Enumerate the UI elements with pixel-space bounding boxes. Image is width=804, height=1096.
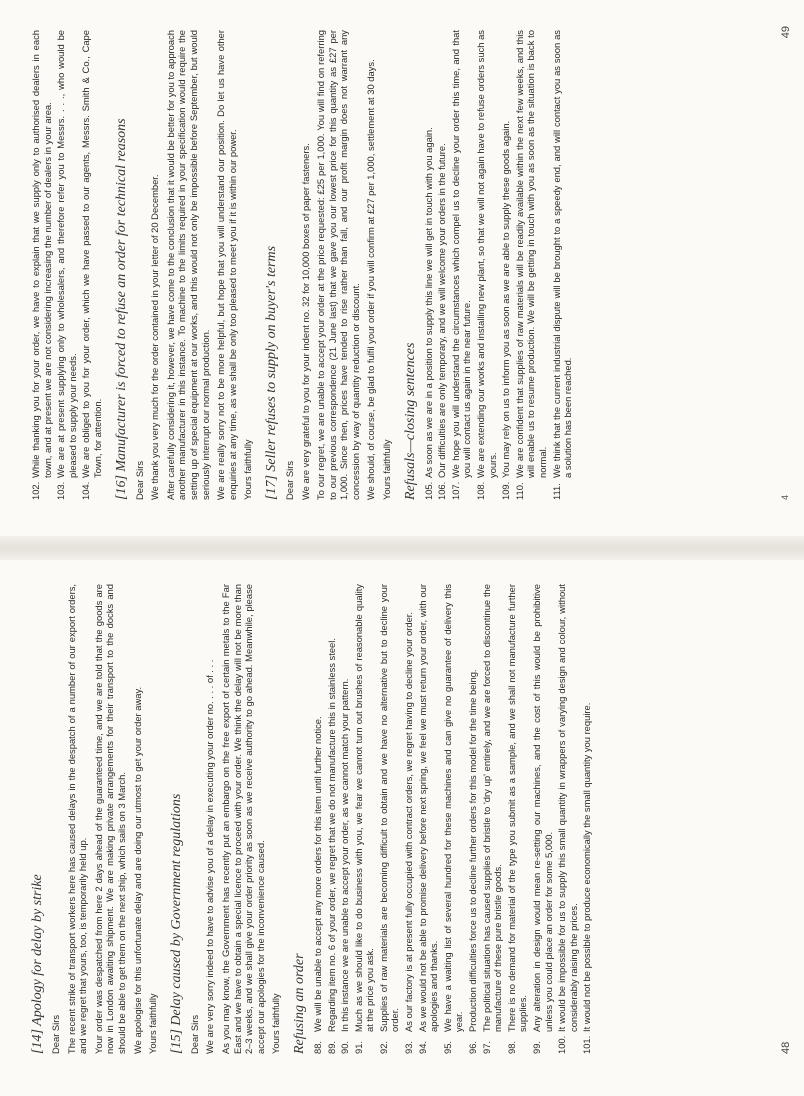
list-item: 108. We are extending our works and installing new plant, so that we will not again have to refuse orders such as yours.	[475, 30, 498, 500]
list-item: 111. We think that the current industrial dispute will be brought to a speedy end, and will contact you as soon as a solution has been reached.	[550, 30, 574, 500]
list-item: 95. We have a waiting list of several hundred for these machines and can give no guarantee of delivery this year.	[441, 584, 465, 1054]
page-48-column	[30, 584, 593, 1054]
book-gutter	[0, 536, 804, 560]
list-item: 103. We are at present supplying only to wholesalers, and therefore refer you to Messrs. . . ., who would be pleased to supply your needs.	[55, 30, 78, 500]
list-item: 89. Regarding item no. 6 of your order, we regret that we do not manufacture this in stainless steel.	[325, 638, 337, 1054]
refusing-order-list	[312, 584, 593, 1054]
dealer-refusal-list	[30, 30, 104, 500]
refusing-order-heading: Refusing an order	[291, 953, 307, 1054]
signature-mark: 4	[780, 494, 790, 500]
list-item: 97. The political situation has caused supplies of bristle to 'dry up' entirely, and we are forced to discontinue the manufacture of these pure bristle goods.	[480, 584, 504, 1054]
list-item: 105. As soon as we are in a position to supply this line we will get in touch with you again.	[422, 127, 434, 500]
page-49-column	[30, 30, 574, 500]
section-15-salutation: Dear Sirs	[188, 1014, 200, 1054]
section-17-salutation: Dear Sirs	[283, 460, 295, 500]
list-item: 107. We hope you will understand the circumstances which compel us to decline your order this time, and that you will contact us again in the near future.	[449, 30, 473, 500]
list-item: 100. It would be impossible for us to supply this small quantity in wrappers of varying design and colour, without considerably raising the prices.	[556, 584, 579, 1054]
list-item: 110. We are confident that supplies of raw materials will be readily available within the next few weeks, and this will enable us to resume production. We will be getting in touch with you as soon as the situation is back to normal.	[513, 30, 548, 500]
section-14-paragraph-2: Your order was despatched from here 2 days ahead of the guaranteed time, and we are told that the goods are now in London awaiting shipment. We are making private arrangements for their transport to the docks and should be able to get them on the next ship, which sails on 3 March.	[92, 584, 127, 1054]
section-17-paragraph-3: We should, of course, be glad to fulfil your order if you will confirm at £27 per 1,000, settlement at 30 days.	[365, 59, 377, 500]
list-item: 109. You may rely on us to inform you as soon as we are able to supply these goods again.	[500, 120, 512, 500]
section-16-paragraph-1: We thank you very much for the order contained in your letter of 20 December.	[149, 174, 161, 500]
section-16-salutation: Dear Sirs	[133, 460, 145, 500]
page-49	[2, 2, 802, 536]
list-item: 101. It would not be possible to produce economically the small quantity you require.	[581, 702, 593, 1054]
section-15-title: [15] Delay caused by Government regulations	[168, 793, 184, 1054]
list-item: 106. Our difficulties are only temporary, and we will welcome your orders in the future.	[436, 143, 448, 500]
list-item: 92. Supplies of raw materials are becoming difficult to obtain and we have no alternative but to decline your order.	[377, 584, 401, 1054]
list-item: 104. We are obliged to you for your order, which we have passed to our agents, Messrs. Smith & Co., Cape Town, for attention.	[80, 30, 103, 500]
list-item: 93. As our factory is at present fully occupied with contract orders, we regret having to decline your order.	[403, 612, 415, 1054]
section-15-paragraph-1: We are very sorry indeed to have to advise you of a delay in executing your order no. . . . of . . .	[204, 659, 216, 1054]
section-14-paragraph-1: The recent strike of transport workers here has caused delays in the despatch of a number of our export orders, and we regret that yours, too, is temporarily held up.	[65, 584, 89, 1054]
section-14-closing: Yours faithfully	[147, 993, 159, 1054]
section-17-closing: Yours faithfully	[381, 439, 393, 500]
section-15-closing: Yours faithfully	[270, 993, 282, 1054]
list-item: 96. Production difficulties force us to decline further orders for this model for the time being.	[467, 669, 479, 1054]
page-48	[2, 560, 802, 1094]
list-item: 91. Much as we should like to do business with you, we fear we cannot turn out brushes of reasonable quality at the price you ask.	[352, 584, 376, 1054]
section-17-paragraph-2: To our regret, we are unable to accept your order at the price requested: £25 per 1,000. You will find on referring to our previous correspondence (21 June last) that we gave you our lowest price for this quantity as £27 per 1,000. Since then, prices have tended to rise rather than fall, and our profit margin does not warrant any concession by way of quantity reduction or discount.	[315, 30, 361, 500]
section-14-paragraph-3: We apologise for this unfortunate delay and are doing our utmost to get your order away.	[131, 686, 143, 1054]
list-item: 102. While thanking you for your order, we have to explain that we supply only to authorised dealers in each town, and at present we are not considering increasing the number of dealers in your area.	[30, 30, 53, 500]
section-14-title: [14] Apology for delay by strike	[30, 874, 45, 1054]
page-number: 49	[780, 26, 792, 39]
closing-sentences-list	[423, 30, 574, 500]
list-item: 88. We will be unable to accept any more orders for this item until further notice.	[311, 716, 323, 1054]
section-16-paragraph-3: We are really sorry not to be more helpful, but hope that you will understand our position. Do let us have other enquiries at any time, as we shall be only too pleased to meet you if it is within our power.	[215, 30, 238, 500]
list-item: 98. There is no demand for material of the type you submit as a sample, and we shall not manufacture further supplies.	[505, 584, 529, 1054]
section-17-paragraph-1: We are very grateful to you for your indent no. 32 for 10,000 boxes of paper fasteners.	[299, 143, 311, 500]
section-16-title: [16] Manufacturer is forced to refuse an order for technical reasons	[113, 118, 129, 500]
list-item: 94. As we would not be able to promise delivery before next spring, we feel we must return your order, with our apologies and thanks.	[416, 584, 440, 1054]
list-item: 99. Any alteration in design would mean re-setting our machines, and the cost of this would be prohibitive unless you could place an order for some 5,000.	[531, 584, 554, 1054]
section-15-paragraph-2: As you may know, the Government has recently put an embargo on the free export of certain metals to the Far East and we have to obtain a special licence to proceed with your order. We think the delay will not be more than 2–3 weeks, and we shall give your order priority as soon as we receive authority to go ahead. Meanwhile, please accept our apologies for the inconvenience caused.	[219, 584, 266, 1054]
page-number: 48	[780, 1041, 792, 1054]
list-item: 90. In this instance we are unable to accept your order, as we cannot match your pattern.	[339, 678, 351, 1054]
section-16-paragraph-2: After carefully considering it, however, we have come to the conclusion that it would be better for you to approach another manufacturer in this instance. To machine to the limits required in your specification would require the setting up of special equipment at our works, and this would not only be impossible before September, but would seriously interrupt our normal production.	[164, 30, 211, 500]
section-14-salutation: Dear Sirs	[50, 1014, 61, 1054]
closing-sentences-heading: Refusals—closing sentences	[402, 342, 418, 500]
section-16-closing: Yours faithfully	[242, 439, 254, 500]
section-17-title: [17] Seller refuses to supply on buyer's terms	[263, 245, 279, 500]
